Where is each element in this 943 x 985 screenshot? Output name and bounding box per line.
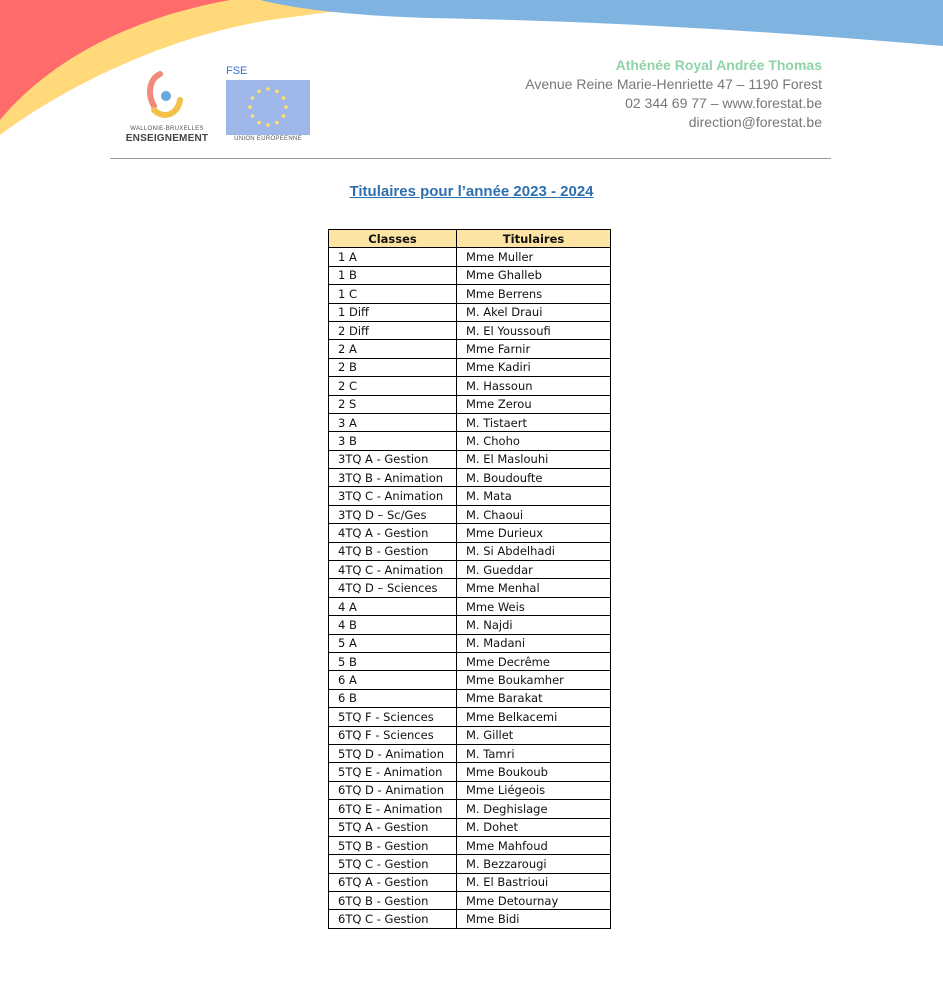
fse-label: FSE [226,65,248,77]
eu-caption: UNION EUROPEENNE [234,136,302,142]
titulaire-cell: Mme Boukoub [457,763,611,781]
class-cell: 3TQ C - Animation [329,487,457,505]
class-cell: 4TQ B - Gestion [329,542,457,560]
titulaire-cell: M. Tamri [457,744,611,762]
table-row [329,873,611,891]
table-row [329,910,611,928]
titulaire-cell: M. Bezzarougi [457,855,611,873]
class-cell: 6TQ C - Gestion [329,910,457,928]
class-cell: 4TQ D – Sciences [329,579,457,597]
titulaire-cell: M. Gueddar [457,561,611,579]
titulaire-cell: M. El Maslouhi [457,450,611,468]
titulaire-cell: M. Boudoufte [457,469,611,487]
class-cell: 4TQ C - Animation [329,561,457,579]
eu-flag-icon [226,80,310,135]
class-cell: 2 A [329,340,457,358]
titulaire-cell: Mme Liégeois [457,781,611,799]
titulaire-cell: Mme Kadiri [457,358,611,376]
class-cell: 5 A [329,634,457,652]
titulaire-cell: M. Choho [457,432,611,450]
table-row [329,377,611,395]
class-cell: 6TQ F - Sciences [329,726,457,744]
table-row [329,892,611,910]
class-cell: 4TQ A - Gestion [329,524,457,542]
table-row [329,836,611,854]
contact-block [525,56,822,132]
table-row [329,579,611,597]
titulaire-cell: Mme Boukamher [457,671,611,689]
titulaire-cell: Mme Muller [457,248,611,266]
header-titulaires: Titulaires [457,230,611,248]
class-cell: 5TQ C - Gestion [329,855,457,873]
class-cell: 4 B [329,616,457,634]
table-row [329,542,611,560]
wbe-logo-line1: WALLONIE-BRUXELLES [130,126,204,132]
titulaire-cell: M. Mata [457,487,611,505]
class-cell: 6TQ E - Animation [329,800,457,818]
table-row [329,689,611,707]
class-cell: 5 B [329,652,457,670]
table-row [329,285,611,303]
table-row [329,781,611,799]
wbe-logo-line2: ENSEIGNEMENT [125,133,209,144]
titulaire-cell: Mme Barakat [457,689,611,707]
table-row [329,818,611,836]
class-cell: 6TQ A - Gestion [329,873,457,891]
titulaire-cell: Mme Belkacemi [457,708,611,726]
class-cell: 3TQ A - Gestion [329,450,457,468]
class-cell: 6 B [329,689,457,707]
table-row [329,340,611,358]
titulaire-cell: Mme Ghalleb [457,266,611,284]
table-row [329,726,611,744]
class-cell: 5TQ F - Sciences [329,708,457,726]
class-cell: 5TQ B - Gestion [329,836,457,854]
class-cell: 4 A [329,597,457,615]
table-row [329,763,611,781]
table-row [329,413,611,431]
class-cell: 2 Diff [329,321,457,339]
table-row [329,744,611,762]
class-cell: 6TQ D - Animation [329,781,457,799]
titulaire-cell: M. Akel Draui [457,303,611,321]
titulaire-cell: Mme Farnir [457,340,611,358]
titulaire-cell: M. Najdi [457,616,611,634]
titulaires-table [328,229,611,929]
table-row [329,321,611,339]
titulaire-cell: M. Deghislage [457,800,611,818]
class-cell: 1 A [329,248,457,266]
class-cell: 6TQ B - Gestion [329,892,457,910]
class-cell: 1 C [329,285,457,303]
table-row [329,358,611,376]
titulaire-cell: M. Dohet [457,818,611,836]
table-row [329,432,611,450]
titulaire-cell: M. Chaoui [457,505,611,523]
titulaire-cell: Mme Mahfoud [457,836,611,854]
table-body [329,248,611,928]
table-row [329,303,611,321]
titulaire-cell: Mme Durieux [457,524,611,542]
class-cell: 3 A [329,413,457,431]
table-row [329,708,611,726]
table-row [329,671,611,689]
school-phone-web: 02 344 69 77 – www.forestat.be [625,95,822,111]
titulaire-cell: Mme Bidi [457,910,611,928]
table-row [329,469,611,487]
titulaire-cell: M. Tistaert [457,413,611,431]
school-address: Avenue Reine Marie-Henriette 47 – 1190 Forest [525,76,822,92]
eu-logo [226,65,312,147]
class-cell: 1 B [329,266,457,284]
titulaire-cell: Mme Detournay [457,892,611,910]
table-row [329,597,611,615]
table-row [329,652,611,670]
table-row [329,248,611,266]
banner-blue-wave [260,0,943,46]
titulaire-cell: M. El Bastrioui [457,873,611,891]
class-cell: 3TQ B - Animation [329,469,457,487]
header-divider [110,158,831,159]
header-classes: Classes [329,230,457,248]
class-cell: 3TQ D – Sc/Ges [329,505,457,523]
class-cell: 1 Diff [329,303,457,321]
wbe-logo [124,70,210,148]
titulaire-cell: M. Madani [457,634,611,652]
table-row [329,616,611,634]
table-row [329,800,611,818]
table-row [329,524,611,542]
titulaire-cell: M. El Youssoufi [457,321,611,339]
class-cell: 5TQ D - Animation [329,744,457,762]
class-cell: 6 A [329,671,457,689]
wbe-logo-mark-icon [146,70,186,122]
table-header-row [329,230,611,248]
table-row [329,561,611,579]
eu-stars-icon [226,80,310,135]
class-cell: 5TQ E - Animation [329,763,457,781]
table-row [329,634,611,652]
titulaire-cell: M. Hassoun [457,377,611,395]
table-row [329,395,611,413]
titulaire-cell: M. Si Abdelhadi [457,542,611,560]
table-row [329,487,611,505]
titulaire-cell: Mme Weis [457,597,611,615]
titulaire-cell: Mme Zerou [457,395,611,413]
titulaire-cell: M. Gillet [457,726,611,744]
document-title: Titulaires pour l’année 2023 - 2024 [349,183,594,200]
class-cell: 2 C [329,377,457,395]
titulaire-cell: Mme Decrême [457,652,611,670]
school-email: direction@forestat.be [688,114,822,130]
titulaire-cell: Mme Berrens [457,285,611,303]
class-cell: 2 S [329,395,457,413]
class-cell: 3 B [329,432,457,450]
class-cell: 5TQ A - Gestion [329,818,457,836]
school-name: Athénée Royal Andrée Thomas [615,57,822,73]
class-cell: 2 B [329,358,457,376]
table-row [329,266,611,284]
table-row [329,855,611,873]
titulaire-cell: Mme Menhal [457,579,611,597]
table-row [329,450,611,468]
table-row [329,505,611,523]
